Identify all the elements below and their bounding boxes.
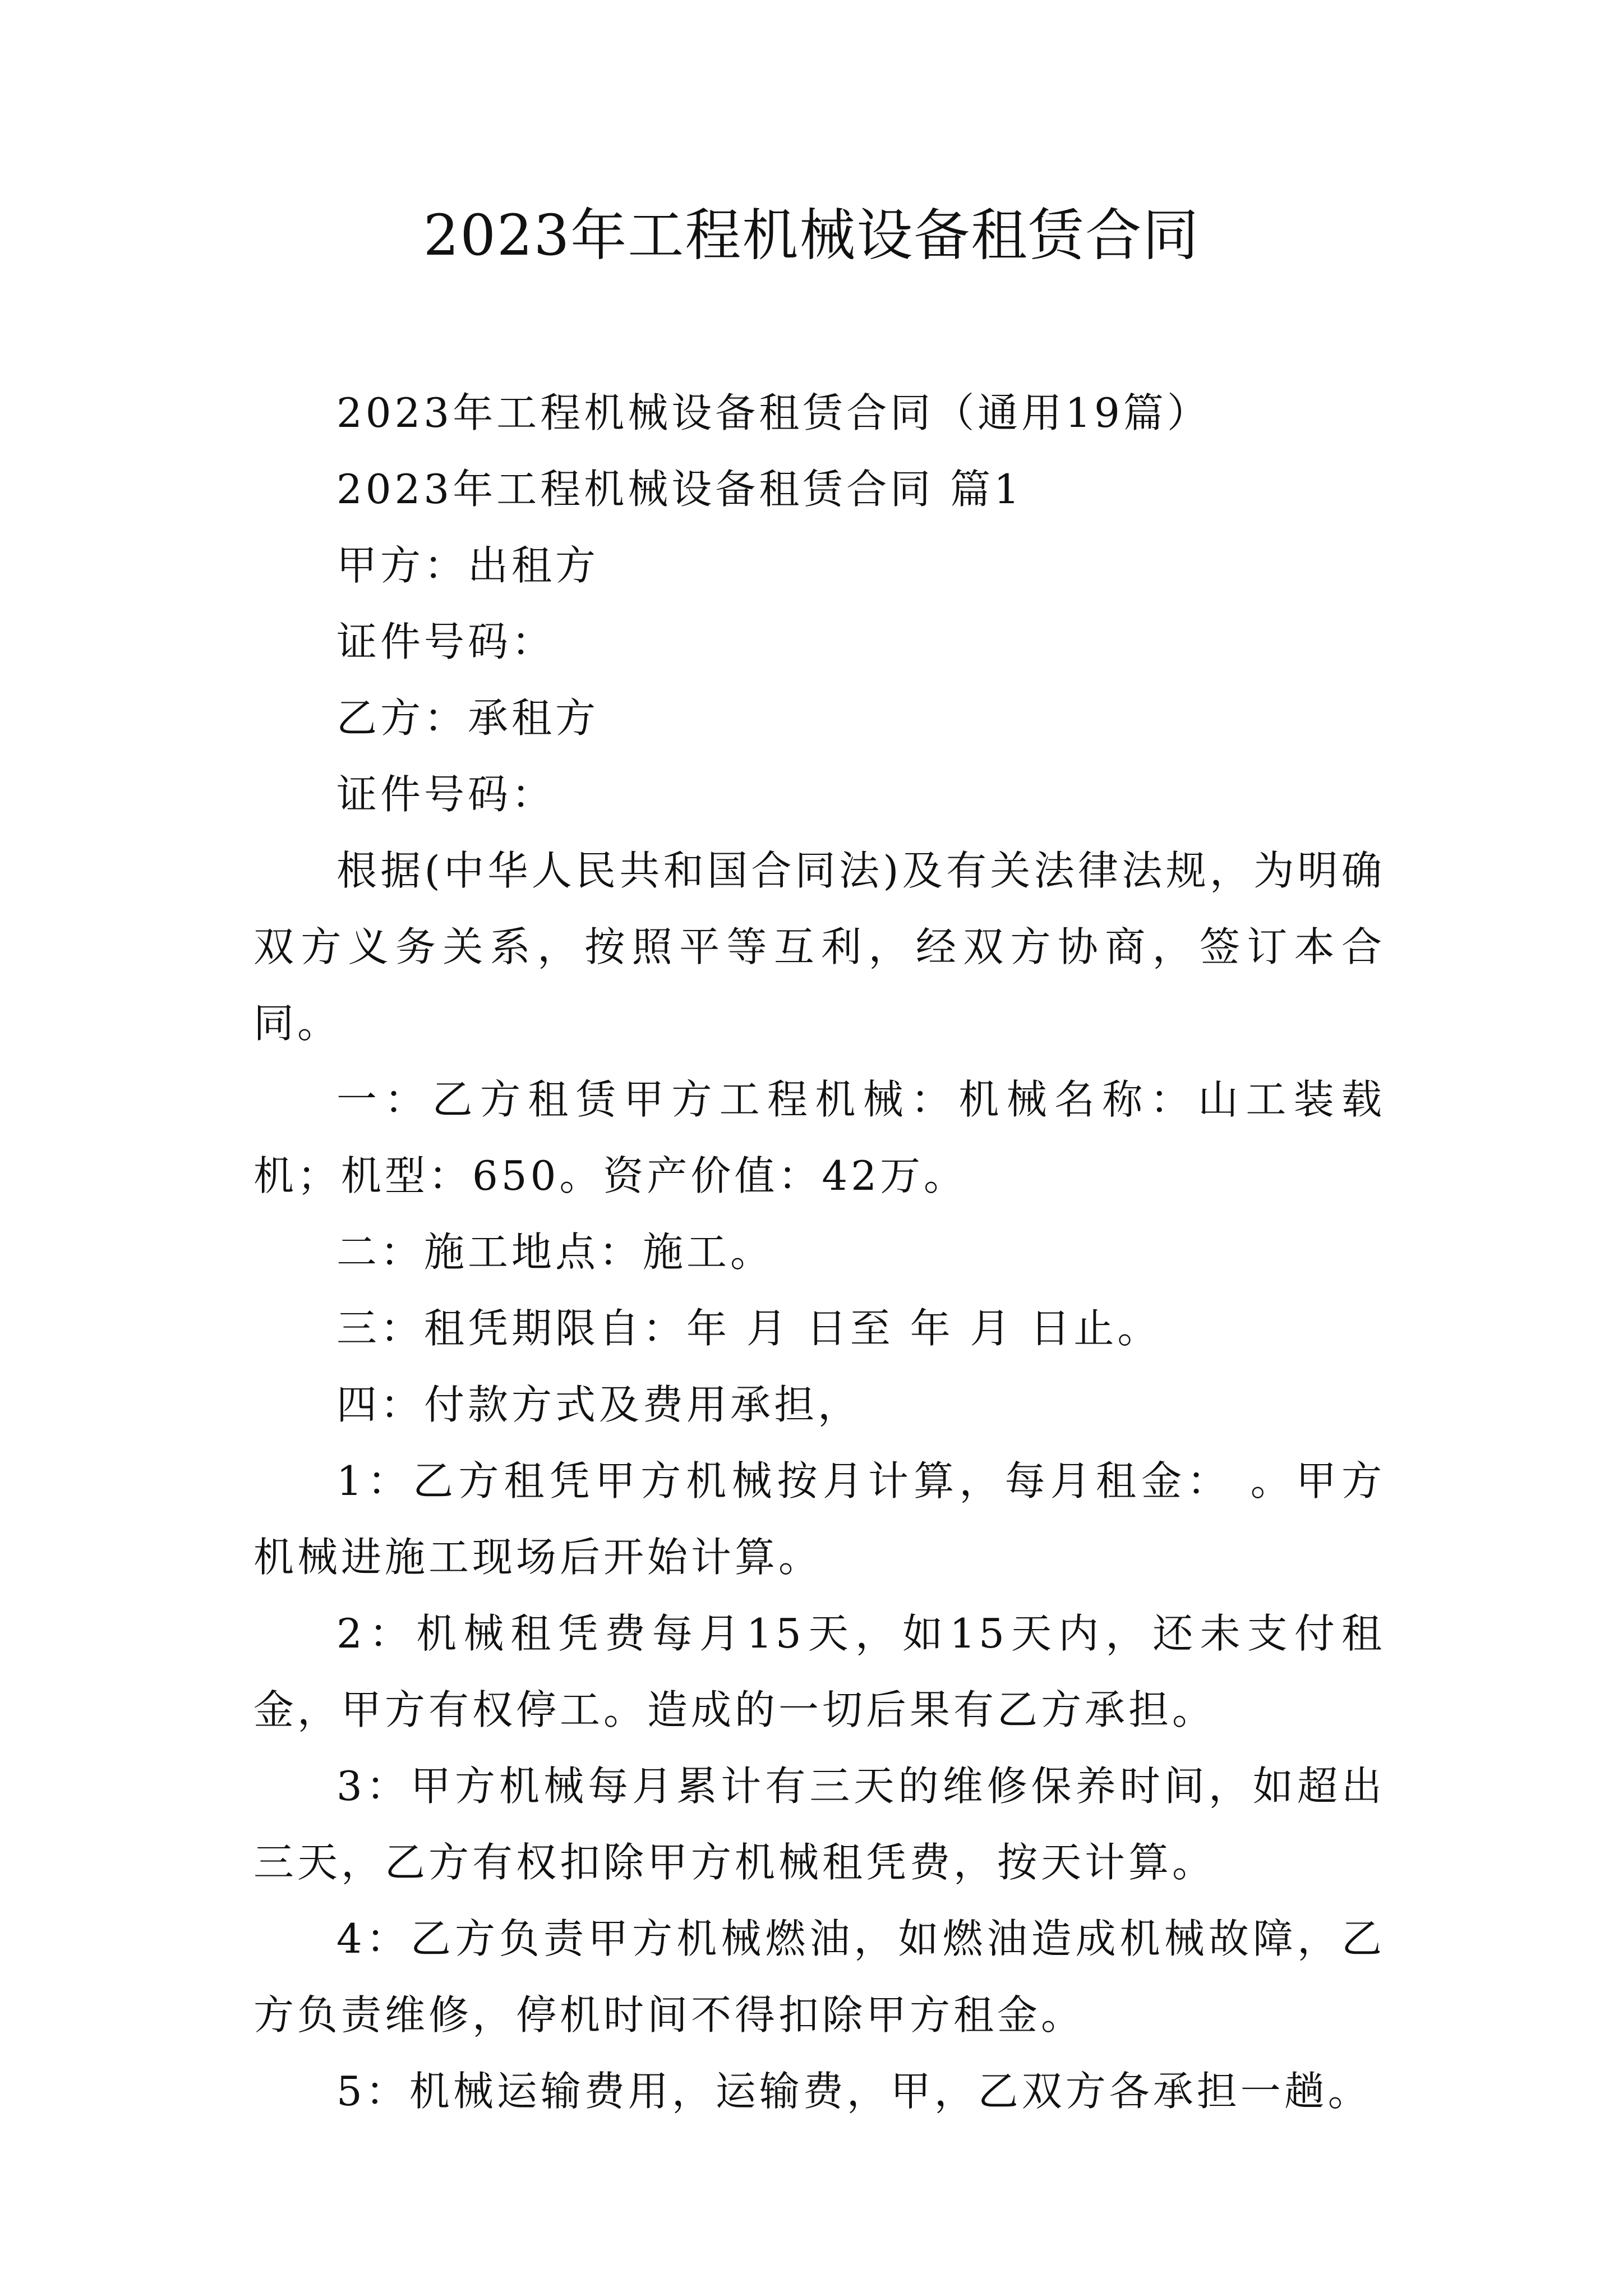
paragraph-party-b: 乙方：承租方: [336, 694, 600, 742]
document-body: [253, 375, 1385, 2129]
paragraph-clause-2: 二：施工地点：施工。: [336, 1228, 774, 1276]
paragraph-section-heading: 2023年工程机械设备租赁合同 篇1: [336, 466, 1023, 513]
paragraph-party-a-id: 证件号码：: [336, 618, 556, 665]
paragraph-clause-1: 一：乙方租赁甲方工程机械：机械名称：山工装载机；机型：650。资产价值：42万。: [253, 1076, 1385, 1199]
paragraph-item-2: 2：机械租凭费每月15天，如15天内，还未支付租金，甲方有权停工。造成的一切后果有乙方承担。: [253, 1610, 1385, 1733]
paragraph-clause-3: 三：租凭期限自：年 月 日至 年 月 日止。: [336, 1305, 1161, 1352]
paragraph-item-1: 1：乙方租凭甲方机械按月计算，每月租金： 。甲方机械进施工现场后开始计算。: [253, 1457, 1385, 1581]
paragraph-clause-4: 四：付款方式及费用承担，: [336, 1381, 862, 1428]
paragraph-item-5: 5：机械运输费用，运输费，甲，乙双方各承担一趟。: [336, 2068, 1372, 2115]
paragraph-party-a: 甲方：出租方: [336, 542, 600, 589]
document-title: 2023年工程机械设备租赁合同: [423, 203, 1200, 268]
paragraph-preamble: 根据(中华人民共和国合同法)及有关法律法规，为明确双方义务关系，按照平等互利，经双方协商，签订本合同。: [253, 847, 1385, 1047]
paragraph-item-4: 4：乙方负责甲方机械燃油，如燃油造成机械故障，乙方负责维修，停机时间不得扣除甲方租金。: [253, 1915, 1385, 2039]
paragraph-item-3: 3：甲方机械每月累计有三天的维修保养时间，如超出三天，乙方有权扣除甲方机械租凭费，按天计算。: [253, 1763, 1385, 1886]
paragraph-party-b-id: 证件号码：: [336, 771, 556, 818]
paragraph-subtitle: 2023年工程机械设备租赁合同（通用19篇）: [336, 389, 1211, 436]
